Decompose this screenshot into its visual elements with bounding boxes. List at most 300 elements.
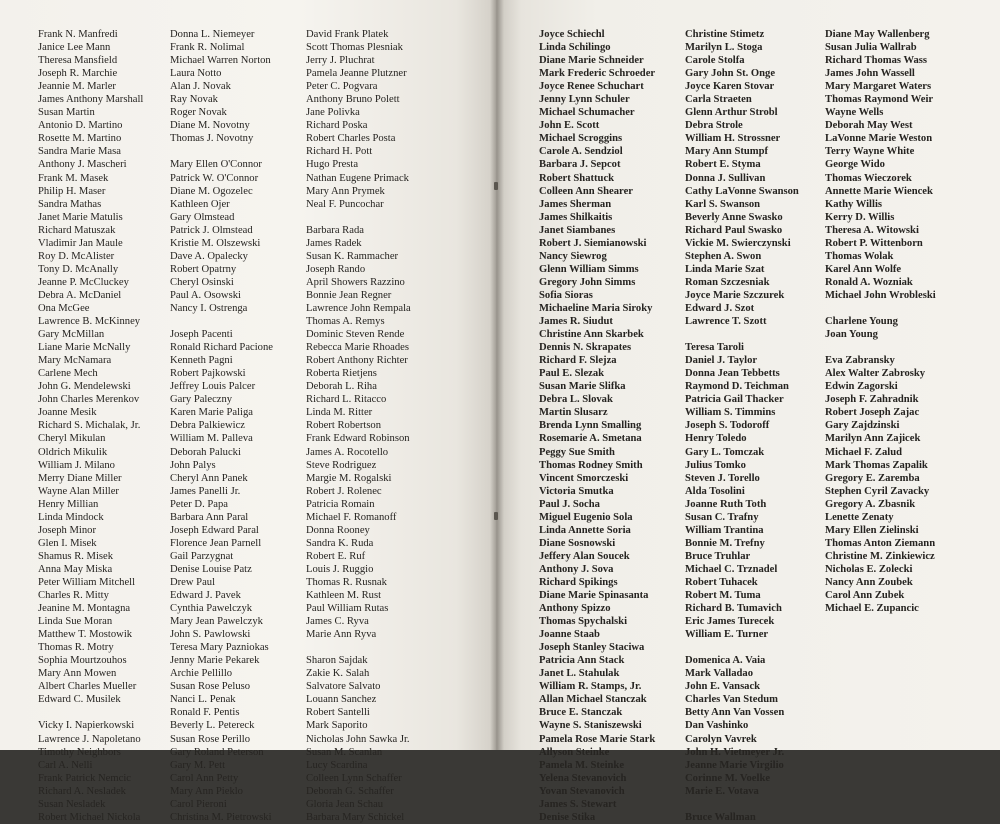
graduate-name: Kathleen Ojer xyxy=(170,198,230,210)
graduate-name: Victoria Smutka xyxy=(539,485,614,497)
graduate-name: Roman Szczesniak xyxy=(685,276,770,288)
graduate-name: Carla Straeten xyxy=(685,94,752,106)
graduate-name: Rebecca Marie Rhoades xyxy=(306,342,409,354)
graduate-name: Shamus R. Misek xyxy=(38,550,114,562)
section-gap xyxy=(306,641,411,654)
graduate-name: Theresa Mansfield xyxy=(38,55,118,67)
graduate-name: Joseph Edward Paral xyxy=(170,524,259,536)
graduate-name: Barbara Ann Paral xyxy=(170,511,249,523)
graduate-name: Gregory A. Zbasnik xyxy=(825,498,916,510)
graduate-name: Linda Mindock xyxy=(38,511,104,523)
graduate-name: Christine M. Zinkiewicz xyxy=(825,550,935,562)
staple-bottom xyxy=(494,512,498,520)
graduate-name: Gary McMillan xyxy=(38,329,105,341)
graduate-name: Gregory John Simms xyxy=(539,276,636,288)
graduate-name: Anna May Miska xyxy=(38,563,113,575)
graduate-name: Thomas Rodney Smith xyxy=(539,459,643,471)
graduate-name: Patricia Gail Thacker xyxy=(685,394,784,406)
graduate-name: William E. Turner xyxy=(685,629,769,641)
graduate-name: Christine Stimetz xyxy=(685,29,765,40)
graduate-name: Brenda Lynn Smalling xyxy=(539,420,642,432)
graduate-name: Linda M. Ritter xyxy=(306,407,373,419)
graduate-name: Susan Marie Slifka xyxy=(539,381,626,393)
graduate-name: James Radek xyxy=(306,237,362,249)
graduate-name: James A. Rocotello xyxy=(306,446,389,458)
graduate-name: Robert E. Styma xyxy=(685,159,761,171)
graduate-name: Marilyn L. Stoga xyxy=(685,42,763,54)
graduate-name: Diane Marie Schneider xyxy=(539,55,644,67)
graduate-name: Nanci L. Penak xyxy=(170,694,236,706)
graduate-name: Salvatore Salvato xyxy=(306,681,381,693)
graduate-name: Oldrich Mikulik xyxy=(38,446,108,458)
graduate-name: James R. Siudut xyxy=(539,316,613,328)
graduate-name: Sharon Sajdak xyxy=(306,655,368,667)
name-column-left-1 xyxy=(38,28,143,824)
graduate-name: Alan J. Novak xyxy=(170,81,231,93)
graduate-name: James John Wassell xyxy=(825,68,915,80)
graduate-name: Robert J. Rolenec xyxy=(306,485,382,497)
name-column-left-2 xyxy=(170,28,273,824)
graduate-name: Susan Rose Peluso xyxy=(170,681,251,693)
graduate-name: Cheryl Ann Panek xyxy=(170,472,248,484)
graduate-name: April Showers Razzino xyxy=(306,276,405,288)
graduate-name: Henry Toledo xyxy=(685,433,747,445)
graduate-name: Diane Sosnowski xyxy=(539,537,616,549)
graduate-name: Liane Marie McNally xyxy=(38,342,131,354)
section-gap xyxy=(685,641,799,654)
graduate-name: Susan M. Scanlan xyxy=(306,746,383,758)
graduate-name: Cathy LaVonne Swanson xyxy=(685,185,799,197)
graduate-name: Deborah Palucki xyxy=(170,446,241,458)
graduate-name: Pamela Jeanne Plutzner xyxy=(306,68,407,80)
section-gap xyxy=(170,315,273,328)
graduate-name: Joseph F. Zahradnik xyxy=(825,394,919,406)
graduate-name: Gary Roland Peterson xyxy=(170,746,264,758)
graduate-name: Denise Stika xyxy=(539,811,596,823)
graduate-name: Debra Strole xyxy=(685,120,743,132)
staple-top xyxy=(494,182,498,190)
graduate-name: Peggy Sue Smith xyxy=(539,446,615,458)
graduate-name: Michael F. Zalud xyxy=(825,446,903,458)
graduate-name: Karel Ann Wolfe xyxy=(825,263,902,275)
graduate-name: Michael C. Trznadel xyxy=(685,563,778,575)
graduate-name: Robert Charles Posta xyxy=(306,133,396,145)
name-column-right-2 xyxy=(685,28,799,824)
graduate-name: Beverly L. Petereck xyxy=(170,720,255,732)
graduate-name: Joyce Schiechl xyxy=(539,29,605,40)
graduate-name: Ronald F. Pentis xyxy=(170,707,240,719)
graduate-name: Janet Siambanes xyxy=(539,224,616,236)
graduate-name: Patrick J. Olmstead xyxy=(170,224,253,236)
graduate-name: John Charles Merenkov xyxy=(38,394,140,406)
graduate-name: Hugo Presta xyxy=(306,159,359,171)
graduate-name: Glen I. Misek xyxy=(38,537,97,549)
graduate-name: Joanne Mesik xyxy=(38,407,97,419)
graduate-name: Carol Pieroni xyxy=(170,798,227,810)
graduate-name: Ronald A. Wozniak xyxy=(825,276,913,288)
graduate-name: Yelena Stevanovich xyxy=(539,772,627,784)
graduate-name: Robert M. Tuma xyxy=(685,590,761,602)
graduate-name: Margie M. Rogalski xyxy=(306,472,392,484)
graduate-name: Alda Tosolini xyxy=(685,485,745,497)
graduate-name: Linda Marie Szat xyxy=(685,263,765,275)
graduate-name: Archie Pellillo xyxy=(170,668,233,680)
graduate-name: Marie E. Votava xyxy=(685,785,759,797)
graduate-name: Gary L. Tomczak xyxy=(685,446,765,458)
graduate-name: Matthew T. Mostowik xyxy=(38,629,133,641)
graduate-name: Donna L. Niemeyer xyxy=(170,29,255,40)
graduate-name: Joseph Pacenti xyxy=(170,329,233,341)
graduate-name: Laura Notto xyxy=(170,68,222,80)
graduate-name: Vicky I. Napierkowski xyxy=(38,720,135,732)
graduate-name: Domenica A. Vaia xyxy=(685,655,766,667)
graduate-name: Sofia Sioras xyxy=(539,289,593,301)
graduate-name: Debra Palkiewicz xyxy=(170,420,246,432)
graduate-name: Denise Louise Patz xyxy=(170,563,252,575)
graduate-name: Barbara J. Sepcot xyxy=(539,159,621,171)
graduate-name: Linda Sue Moran xyxy=(38,616,113,628)
graduate-name: Peter D. Papa xyxy=(170,498,228,510)
graduate-name: Christine Ann Skarbek xyxy=(539,329,644,341)
graduate-name: William R. Stamps, Jr. xyxy=(539,681,642,693)
graduate-name: Mary McNamara xyxy=(38,355,112,367)
graduate-name: Carolyn Vavrek xyxy=(685,733,757,745)
graduate-name: Martin Slusarz xyxy=(539,407,608,419)
right-page xyxy=(496,0,1000,823)
graduate-name: Joan Young xyxy=(825,329,878,341)
graduate-name: Edward J. Szot xyxy=(685,302,755,314)
graduate-name: Glenn William Simms xyxy=(539,263,639,275)
graduate-name: Paul William Rutas xyxy=(306,603,389,615)
graduate-name: Joyce Marie Szczurek xyxy=(685,289,785,301)
graduate-name: Yovan Stevanovich xyxy=(539,785,625,797)
graduate-name: Gail Parzygnat xyxy=(170,550,234,562)
graduate-name: Sandra Mathas xyxy=(38,198,102,210)
graduate-name: Susan K. Rammacher xyxy=(306,250,399,262)
graduate-name: Robert Joseph Zajac xyxy=(825,407,920,419)
graduate-name: Drew Paul xyxy=(170,576,216,588)
section-gap xyxy=(170,145,273,158)
graduate-name: Robert Pajkowski xyxy=(170,368,246,380)
graduate-name: Vladimir Jan Maule xyxy=(38,237,123,249)
graduate-name: Mark Saporito xyxy=(306,720,368,732)
graduate-name: Dominic Steven Rende xyxy=(306,329,405,341)
graduate-name: Richard Poska xyxy=(306,120,368,132)
graduate-name: Philip H. Maser xyxy=(38,185,106,197)
graduate-name: Susan C. Trafny xyxy=(685,511,759,523)
graduate-name: Roger Novak xyxy=(170,107,227,119)
graduate-name: Donna Jean Tebbetts xyxy=(685,368,780,380)
graduate-name: Michaeline Maria Siroky xyxy=(539,302,653,314)
graduate-name: Christina M. Pietrowski xyxy=(170,811,272,823)
graduate-name: Theresa A. Witowski xyxy=(825,224,919,236)
graduate-name: John E. Scott xyxy=(539,120,600,132)
graduate-name: David Frank Platek xyxy=(306,29,389,40)
graduate-name: Cheryl Mikulan xyxy=(38,433,106,445)
graduate-name: Nancy Ann Zoubek xyxy=(825,576,913,588)
graduate-name: Jeffery Alan Soucek xyxy=(539,550,630,562)
graduate-name: Robert Tuhacek xyxy=(685,576,758,588)
graduate-name: LaVonne Marie Weston xyxy=(825,133,933,145)
graduate-name: Sophia Mourtzouhos xyxy=(38,655,127,667)
graduate-name: Thomas Wieczorek xyxy=(825,172,912,184)
section-gap xyxy=(685,798,799,811)
graduate-name: Paul J. Socha xyxy=(539,498,600,510)
graduate-name: Eric James Turecek xyxy=(685,616,775,628)
graduate-name: Eva Zabransky xyxy=(825,355,895,367)
graduate-name: Frank Patrick Nemcic xyxy=(38,772,131,784)
section-gap xyxy=(825,341,936,354)
graduate-name: Mary Ann Prymek xyxy=(306,185,385,197)
graduate-name: Anthony J. Sova xyxy=(539,563,614,575)
graduate-name: Bruce Truhlar xyxy=(685,550,751,562)
graduate-name: Neal F. Puncochar xyxy=(306,198,384,210)
graduate-name: Robert P. Wittenborn xyxy=(825,237,923,249)
graduate-name: Gary M. Pett xyxy=(170,759,226,771)
graduate-name: Paul A. Osowski xyxy=(170,289,241,301)
graduate-name: Annette Marie Wiencek xyxy=(825,185,933,197)
graduate-name: Teresa Taroli xyxy=(685,342,744,354)
graduate-name: Mary Ann Pieklo xyxy=(170,785,243,797)
graduate-name: Pamela Rose Marie Stark xyxy=(539,733,656,745)
graduate-name: Colleen Lynn Schaffer xyxy=(306,772,402,784)
graduate-name: William Trantina xyxy=(685,524,764,536)
graduate-name: Thomas R. Rusnak xyxy=(306,576,387,588)
graduate-name: Ray Novak xyxy=(170,94,218,106)
graduate-name: William M. Palleva xyxy=(170,433,253,445)
graduate-name: Robert Shattuck xyxy=(539,172,615,184)
graduate-name: Roy D. McAlister xyxy=(38,250,115,262)
graduate-name: Jerry J. Pluchrat xyxy=(306,55,375,67)
graduate-name: Lawrence B. McKinney xyxy=(38,316,141,328)
graduate-name: Ona McGee xyxy=(38,302,90,314)
graduate-name: Kathy Willis xyxy=(825,198,883,210)
graduate-name: Diane Marie Spinasanta xyxy=(539,590,649,602)
graduate-name: Wayne S. Staniszewski xyxy=(539,720,642,732)
graduate-name: Nancy I. Ostrenga xyxy=(170,302,248,314)
section-gap xyxy=(685,328,799,341)
graduate-name: Thomas Raymond Weir xyxy=(825,94,934,106)
left-page xyxy=(0,0,496,823)
graduate-name: Richard S. Michalak, Jr. xyxy=(38,420,141,432)
graduate-name: Gloria Jean Schau xyxy=(306,798,384,810)
graduate-name: Nancy Siewrog xyxy=(539,250,607,262)
graduate-name: Edwin Zagorski xyxy=(825,381,898,393)
graduate-name: Michael E. Zupancic xyxy=(825,603,919,615)
graduate-name: Charles Van Stedum xyxy=(685,694,779,706)
graduate-name: Glenn Arthur Strobl xyxy=(685,107,778,119)
graduate-name: Mark Frederic Schroeder xyxy=(539,68,656,80)
graduate-name: Bonnie Jean Regner xyxy=(306,289,392,301)
graduate-name: Paul E. Slezak xyxy=(539,368,605,380)
graduate-name: Nicholas E. Zolecki xyxy=(825,563,913,575)
graduate-name: Roberta Rietjens xyxy=(306,368,377,380)
graduate-name: Timothy Neighbors xyxy=(38,746,121,758)
graduate-name: William J. Milano xyxy=(38,459,115,471)
graduate-name: Anthony Bruno Polett xyxy=(306,94,400,106)
graduate-name: Mary Ellen Zielinski xyxy=(825,524,919,536)
graduate-name: James Sherman xyxy=(539,198,612,210)
graduate-name: Sandra Marie Masa xyxy=(38,146,121,158)
graduate-name: Joanne Staab xyxy=(539,629,600,641)
graduate-name: Frank N. Manfredi xyxy=(38,29,118,40)
graduate-name: Joseph R. Marchie xyxy=(38,68,118,80)
graduate-name: John H. Vietmeyer Jr. xyxy=(685,746,785,758)
graduate-name: Wayne Alan Miller xyxy=(38,485,119,497)
graduate-name: Peter William Mitchell xyxy=(38,576,136,588)
graduate-name: Dave A. Opalecky xyxy=(170,250,248,262)
graduate-name: Louann Sanchez xyxy=(306,694,377,706)
graduate-name: John Palys xyxy=(170,459,216,471)
graduate-name: Karl S. Swanson xyxy=(685,198,761,210)
graduate-name: Diane May Wallenberg xyxy=(825,29,930,40)
graduate-name: Richard F. Slejza xyxy=(539,355,617,367)
graduate-name: Thomas Wolak xyxy=(825,250,894,262)
graduate-name: Peter C. Pogvara xyxy=(306,81,378,93)
graduate-name: Gary Olmstead xyxy=(170,211,235,223)
graduate-name: Thomas Anton Ziemann xyxy=(825,537,936,549)
graduate-name: Janet Marie Matulis xyxy=(38,211,123,223)
graduate-name: Joanne Ruth Toth xyxy=(685,498,767,510)
graduate-name: Karen Marie Paliga xyxy=(170,407,253,419)
graduate-name: Patricia Ann Stack xyxy=(539,655,625,667)
name-column-right-1 xyxy=(539,28,655,824)
graduate-name: Robert J. Siemianowski xyxy=(539,237,647,249)
graduate-name: Pamela M. Steinke xyxy=(539,759,625,771)
graduate-name: Joyce Karen Stovar xyxy=(685,81,775,93)
graduate-name: Terry Wayne White xyxy=(825,146,915,158)
graduate-name: Rosette M. Martino xyxy=(38,133,122,145)
graduate-name: Jenny Marie Pekarek xyxy=(170,655,260,667)
graduate-name: Beverly Anne Swasko xyxy=(685,211,783,223)
graduate-name: Michael John Wrobleski xyxy=(825,289,936,301)
graduate-name: Edward C. Musilek xyxy=(38,694,121,706)
graduate-name: Richard L. Ritacco xyxy=(306,394,387,406)
graduate-name: Albert Charles Mueller xyxy=(38,681,137,693)
graduate-name: Mary Ellen O'Connor xyxy=(170,159,262,171)
graduate-name: Anthony Spizzo xyxy=(539,603,611,615)
graduate-name: Allyson Steinke xyxy=(539,746,610,758)
graduate-name: James Anthony Marshall xyxy=(38,94,144,106)
graduate-name: Robert Opatrny xyxy=(170,263,237,275)
graduate-name: Daniel J. Taylor xyxy=(685,355,758,367)
graduate-name: Gary Paleczny xyxy=(170,394,233,406)
graduate-name: Henry Millian xyxy=(38,498,99,510)
graduate-name: Carl A. Nelli xyxy=(38,759,93,771)
graduate-name: Lawrence John Rempala xyxy=(306,302,411,314)
name-column-left-3 xyxy=(306,28,411,824)
graduate-name: Frank Edward Robinson xyxy=(306,433,410,445)
graduate-name: Richard Paul Swasko xyxy=(685,224,783,236)
graduate-name: Marilyn Ann Zajicek xyxy=(825,433,921,445)
graduate-name: Janice Lee Mann xyxy=(38,42,111,54)
graduate-name: Diane M. Novotny xyxy=(170,120,250,132)
graduate-name: Stephen Cyril Zavacky xyxy=(825,485,930,497)
graduate-name: Carol Ann Petty xyxy=(170,772,239,784)
graduate-name: Miguel Eugenio Sola xyxy=(539,511,633,523)
graduate-name: Michael Warren Norton xyxy=(170,55,271,67)
graduate-name: Barbara Rada xyxy=(306,224,364,236)
section-gap xyxy=(38,706,143,719)
graduate-name: Linda Schilingo xyxy=(539,42,611,54)
graduate-name: Thomas Spychalski xyxy=(539,616,628,628)
graduate-name: Mark Thomas Zapalik xyxy=(825,459,928,471)
graduate-name: Wayne Wells xyxy=(825,107,884,119)
graduate-name: Robert Robertson xyxy=(306,420,382,432)
graduate-name: Raymond D. Teichman xyxy=(685,381,789,393)
graduate-name: Mark Valladao xyxy=(685,668,753,680)
graduate-name: Scott Thomas Plesniak xyxy=(306,42,403,54)
graduate-name: Marie Ann Ryva xyxy=(306,629,377,641)
graduate-name: Joseph Minor xyxy=(38,524,96,536)
graduate-name: Stephen A. Swon xyxy=(685,250,762,262)
graduate-name: Michael F. Romanoff xyxy=(306,511,397,523)
graduate-name: Thomas R. Motry xyxy=(38,642,114,654)
graduate-name: Richard Thomas Wass xyxy=(825,55,928,67)
graduate-name: Thomas A. Remys xyxy=(306,316,385,328)
graduate-name: Mary Jean Pawelczyk xyxy=(170,616,263,628)
graduate-name: Louis J. Ruggio xyxy=(306,563,374,575)
graduate-name: Jane Polivka xyxy=(306,107,360,119)
graduate-name: Jeannie M. Marler xyxy=(38,81,116,93)
graduate-name: Florence Jean Parnell xyxy=(170,537,262,549)
graduate-name: Lawrence T. Szott xyxy=(685,316,767,328)
graduate-name: Carlene Mech xyxy=(38,368,98,380)
graduate-name: Joyce Renee Schuchart xyxy=(539,81,644,93)
graduate-name: Charles R. Mitty xyxy=(38,590,109,602)
graduate-name: Corinne M. Voelke xyxy=(685,772,771,784)
graduate-name: Gary Zajdzinski xyxy=(825,420,900,432)
graduate-name: Kathleen M. Rust xyxy=(306,590,382,602)
graduate-name: Carol Ann Zubek xyxy=(825,590,905,602)
graduate-name: Robert Santelli xyxy=(306,707,370,719)
graduate-name: James S. Stewart xyxy=(539,798,617,810)
graduate-name: Debra L. Slovak xyxy=(539,394,613,406)
graduate-name: Deborah May West xyxy=(825,120,913,132)
graduate-name: Susan Martin xyxy=(38,107,95,119)
graduate-name: Jeanne P. McCluckey xyxy=(38,276,129,288)
graduate-name: Susan Julia Wallrab xyxy=(825,42,917,54)
graduate-name: Joseph Stanley Staciwa xyxy=(539,642,645,654)
graduate-name: James Panelli Jr. xyxy=(170,485,241,497)
graduate-name: John E. Vansack xyxy=(685,681,761,693)
graduate-name: Deborah G. Schaffer xyxy=(306,785,394,797)
graduate-name: Richard A. Nesladek xyxy=(38,785,126,797)
graduate-name: Steven J. Torello xyxy=(685,472,760,484)
graduate-name: Lawrence J. Napoletano xyxy=(38,733,141,745)
graduate-name: Dennis N. Skrapates xyxy=(539,342,632,354)
graduate-name: Jeanne Marie Virgilio xyxy=(685,759,784,771)
graduate-name: Betty Ann Van Vossen xyxy=(685,707,785,719)
graduate-name: Alex Walter Zabrosky xyxy=(825,368,926,380)
graduate-name: Lenette Zenaty xyxy=(825,511,894,523)
graduate-name: Merry Diane Miller xyxy=(38,472,122,484)
graduate-name: Michael Scroggins xyxy=(539,133,623,145)
graduate-name: Nathan Eugene Primack xyxy=(306,172,409,184)
graduate-name: Donna Rooney xyxy=(306,524,370,536)
page-gutter xyxy=(490,0,504,750)
graduate-name: Jeffrey Louis Palcer xyxy=(170,381,256,393)
graduate-name: Mary Ann Mowen xyxy=(38,668,117,680)
graduate-name: Jenny Lynn Schuler xyxy=(539,94,630,106)
graduate-name: Mary Ann Stumpf xyxy=(685,146,768,158)
graduate-name: Teresa Mary Pazniokas xyxy=(170,642,269,654)
graduate-name: Richard H. Pott xyxy=(306,146,373,158)
graduate-name: Cynthia Pawelczyk xyxy=(170,603,253,615)
graduate-name: Edward J. Pavek xyxy=(170,590,241,602)
graduate-name: Donna J. Sullivan xyxy=(685,172,766,184)
graduate-name: Charlene Young xyxy=(825,316,898,328)
